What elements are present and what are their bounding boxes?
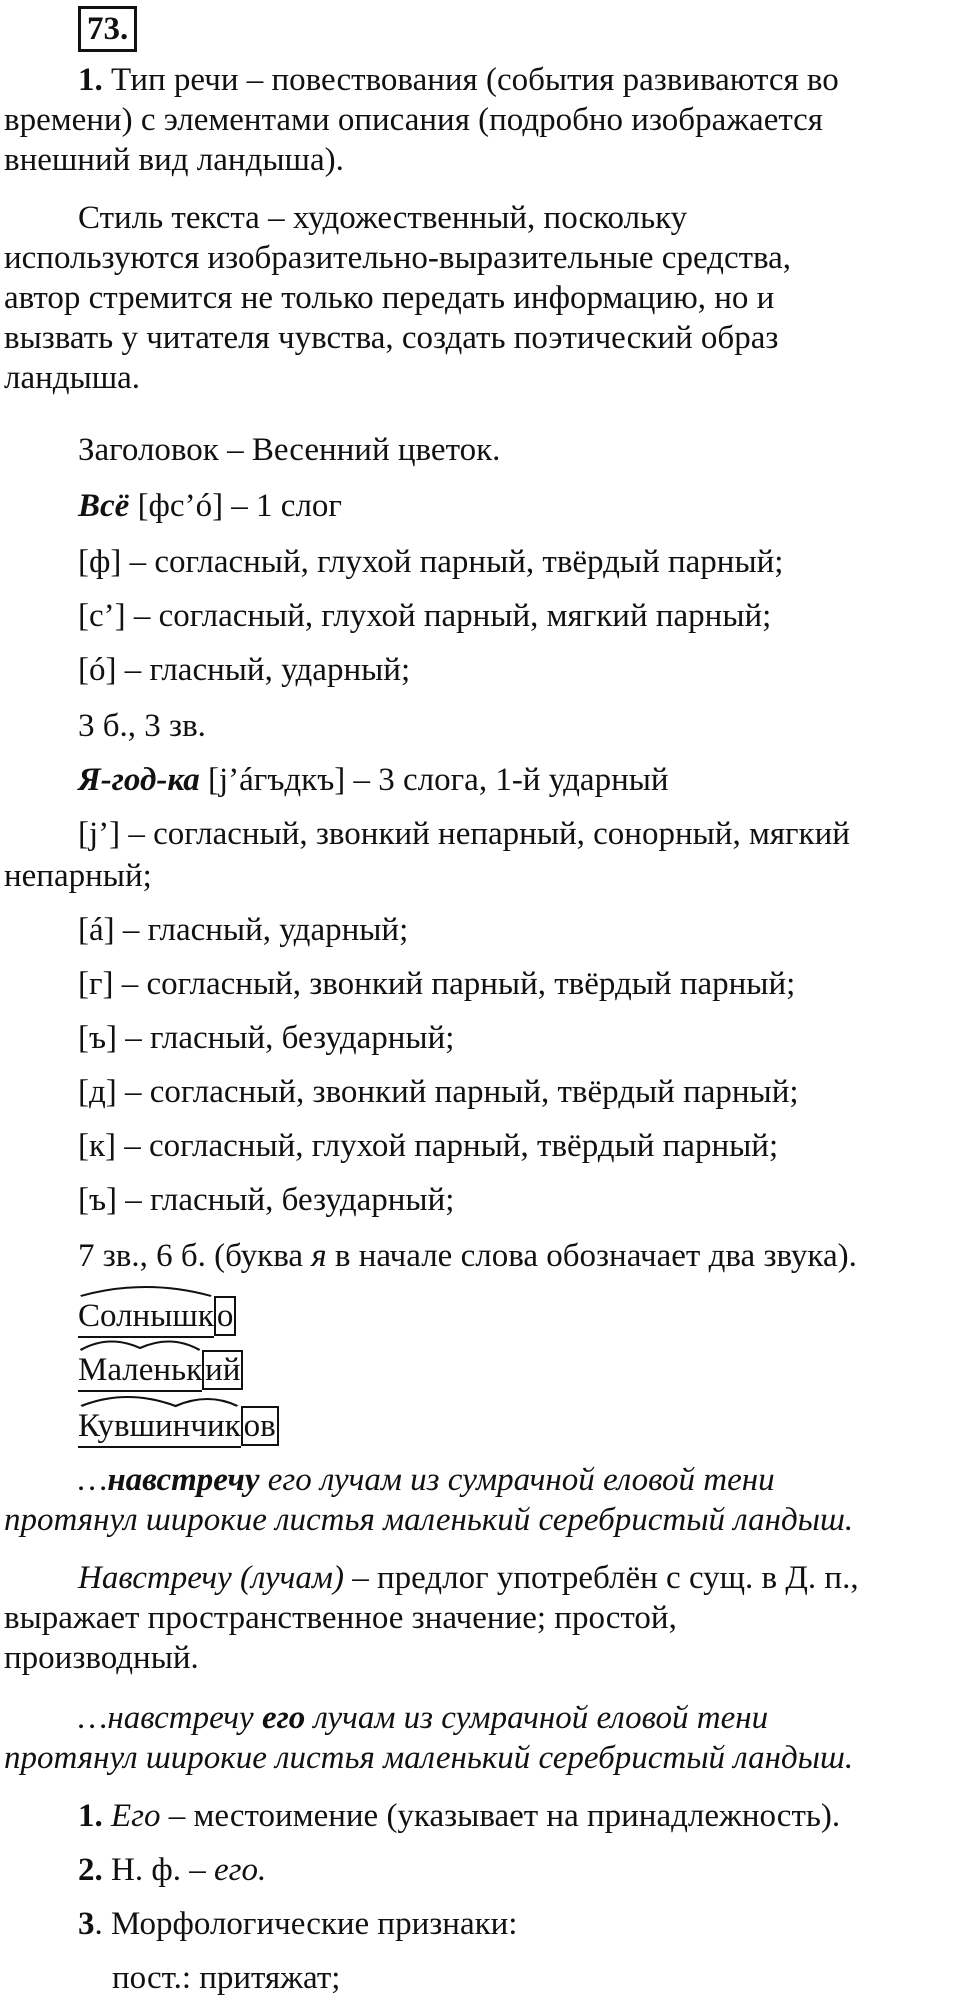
word2-word: Я-год-ка: [78, 762, 200, 798]
quote1-rest: его лучам из сумрачной еловой тени: [259, 1462, 775, 1498]
pron-text-3: . Морфологические признаки:: [94, 1906, 518, 1942]
word1-sound-1: [ф] – согласный, глухой парный, твёрдый парный;: [78, 544, 784, 580]
morpheme-word-1: [78, 1296, 236, 1338]
morpheme-word-3: [78, 1406, 279, 1448]
word1-word: Всё: [78, 488, 130, 524]
p2-line5: ландыша.: [4, 360, 141, 396]
p1-line3: внешний вид ландыша).: [4, 142, 344, 178]
p2-line3: автор стремится не только передать информацию, но и: [4, 280, 775, 316]
quote2-pre: …навстречу: [78, 1700, 262, 1736]
word2-count-letter: я: [311, 1238, 327, 1274]
quote2-line1: [78, 1698, 768, 1738]
prep-line3: производный.: [4, 1640, 199, 1676]
title-line: Заголовок – Весенний цветок.: [78, 432, 501, 468]
exercise-number: 73.: [78, 6, 137, 52]
word2-sound-5: [д] – согласный, звонкий парный, твёрдый парный;: [78, 1074, 799, 1110]
morpheme-stem-3-text: Кувшинчик: [78, 1408, 241, 1444]
p1-num: 1.: [78, 62, 103, 98]
prep-line2: выражает пространственное значение; простой,: [4, 1600, 677, 1636]
pron-line2: [78, 1850, 266, 1890]
quote1-line2: протянул широкие листья маленький серебристый ландыш.: [4, 1502, 854, 1538]
quote2-rest: лучам из сумрачной еловой тени: [305, 1700, 769, 1736]
word2-transcription: [j’áгъдкъ] – 3 слога, 1-й ударный: [199, 762, 669, 798]
root-arc-icon: [78, 1284, 214, 1298]
word1-head: [78, 486, 342, 526]
word1-transcription: [фс’ó] – 1 слог: [129, 488, 342, 524]
pron-line4: пост.: притяжат;: [112, 1960, 341, 1996]
morpheme-ending-1: о: [214, 1296, 237, 1336]
morpheme-stem-2: [78, 1350, 202, 1392]
prep-line1: [78, 1558, 859, 1598]
pron-line3: [78, 1904, 517, 1944]
pron-word: Его: [111, 1798, 161, 1834]
prep-rest: – предлог употреблён с сущ. в Д. п.,: [343, 1560, 859, 1596]
root-arc-icon: [78, 1338, 202, 1352]
root-arc-icon: [78, 1394, 241, 1408]
p2-line4: вызвать у читателя чувства, создать поэтический образ: [4, 320, 779, 356]
morpheme-stem-1-text: Солнышк: [78, 1298, 214, 1334]
prep-term: Навстречу (лучам): [78, 1560, 344, 1596]
morpheme-ending-3: ов: [241, 1406, 279, 1446]
morpheme-ending-2: ий: [202, 1350, 243, 1390]
morpheme-stem-3: [78, 1406, 241, 1448]
word2-count-a: 7 зв., 6 б. (буква: [78, 1238, 312, 1274]
morpheme-stem-2-text: Маленьк: [78, 1352, 203, 1388]
word1-sound-2: [с’] – согласный, глухой парный, мягкий парный;: [78, 598, 772, 634]
quote2-line2: протянул широкие листья маленький серебристый ландыш.: [4, 1740, 854, 1776]
quote1-pre: …: [78, 1462, 108, 1498]
word1-sound-3: [ó] – гласный, ударный;: [78, 652, 411, 688]
morpheme-word-2: [78, 1350, 243, 1392]
pron-text-1: – местоимение (указывает на принадлежность).: [160, 1798, 841, 1834]
word1-count: 3 б., 3 зв.: [78, 708, 206, 744]
word2-sound-6: [к] – согласный, глухой парный, твёрдый парный;: [78, 1128, 779, 1164]
word2-count-b: в начале слова обозначает два звука).: [326, 1238, 857, 1274]
pron-num-1: 1.: [78, 1798, 103, 1834]
pron-line1: [78, 1796, 840, 1836]
pron-num-2: 2.: [78, 1852, 103, 1888]
quote2-bold: его: [261, 1700, 306, 1736]
word2-sound-2: [á] – гласный, ударный;: [78, 912, 409, 948]
word2-sound-3: [г] – согласный, звонкий парный, твёрдый парный;: [78, 966, 796, 1002]
pron-text-2: Н. ф. –: [102, 1852, 214, 1888]
p1-line2: времени) с элементами описания (подробно изображается: [4, 102, 823, 138]
quote1-line1: [78, 1460, 775, 1500]
word2-sound-1b: непарный;: [4, 858, 152, 894]
pron-num-3: 3: [78, 1906, 95, 1942]
word2-count: [78, 1236, 857, 1276]
p1-line1: [78, 60, 839, 100]
pron-nf: его.: [213, 1852, 267, 1888]
word2-sound-7: [ъ] – гласный, безударный;: [78, 1182, 455, 1218]
word2-head: [78, 760, 669, 800]
p2-line2: используются изобразительно-выразительные средства,: [4, 240, 792, 276]
morpheme-stem-1: [78, 1296, 214, 1338]
quote1-bold: навстречу: [107, 1462, 260, 1498]
word2-sound-1a: [j’] – согласный, звонкий непарный, сонорный, мягкий: [78, 816, 850, 852]
p2-line1: Стиль текста – художественный, поскольку: [78, 200, 688, 236]
p1-text1: Тип речи – повествования (события развиваются во: [111, 62, 839, 98]
word2-sound-4: [ъ] – гласный, безударный;: [78, 1020, 455, 1056]
